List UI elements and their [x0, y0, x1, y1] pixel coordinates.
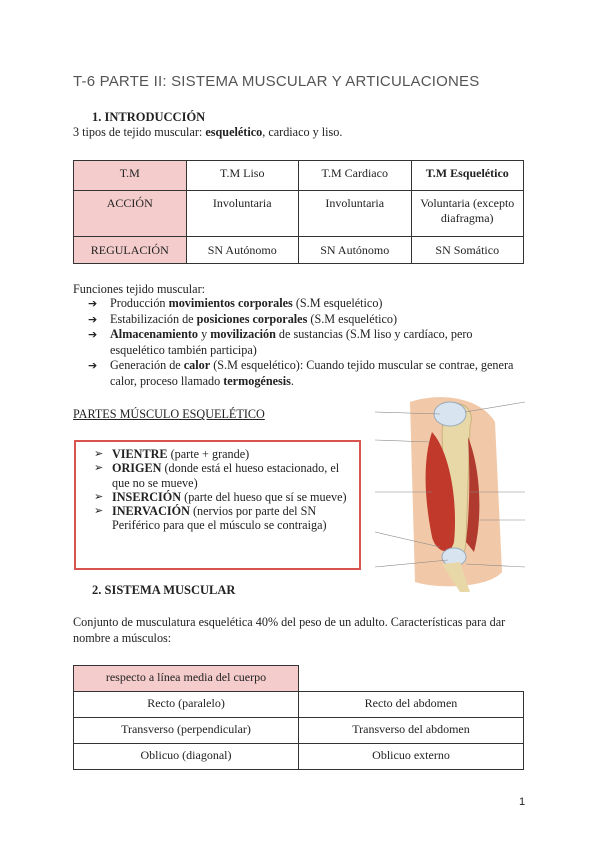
table-cell: Involuntaria [186, 191, 299, 237]
list-item: ➔ Producción movimientos corporales (S.M esquelético) [88, 296, 383, 310]
table-cell: Transverso (perpendicular) [74, 718, 299, 744]
naming-table [73, 665, 524, 770]
table-header: T.M Cardiaco [299, 161, 412, 191]
arrow-icon: ➔ [88, 312, 98, 326]
table-cell: SN Autónomo [299, 237, 412, 264]
page-number: 1 [519, 796, 526, 808]
table-cell: SN Autónomo [186, 237, 299, 264]
system-text: Conjunto de musculatura esquelética 40% del peso de un adulto. Características para dar nombre a músculos: [73, 615, 506, 645]
page-title: T-6 PARTE II: SISTEMA MUSCULAR Y ARTICULACIONES [73, 73, 480, 90]
table-cell: Oblicuo externo [299, 744, 524, 770]
list-item: ➔ Almacenamiento y movilización de sustancias (S.M liso y cardíaco, pero esquelético también participa) [88, 327, 473, 357]
list-item: ➢ INSERCIÓN (parte del hueso que sí se mueve) [94, 489, 347, 504]
parts-list [94, 447, 356, 533]
table-header: T.M [74, 161, 187, 191]
bullet-icon: ➢ [94, 489, 104, 503]
table-cell: ACCIÓN [74, 191, 187, 237]
system-heading: 2. SISTEMA MUSCULAR [92, 583, 236, 597]
table-cell: Oblicuo (diagonal) [74, 744, 299, 770]
arrow-icon: ➔ [88, 328, 98, 341]
bullet-icon: ➢ [94, 447, 104, 460]
table-cell: Voluntaria (excepto diafragma) [411, 191, 524, 237]
functions-heading: Funciones tejido muscular: [73, 282, 206, 296]
list-item: ➢ INERVACIÓN (nervios por parte del SN Periférico para que el músculo se contraiga) [94, 504, 327, 533]
table-header: respecto a línea media del cuerpo [74, 666, 299, 692]
table-header: T.M Liso [186, 161, 299, 191]
table-header: T.M Esquelético [411, 161, 524, 191]
functions-list [88, 296, 528, 389]
table-empty-cell [299, 666, 524, 692]
arm-muscle-illustration [370, 392, 530, 592]
table-cell: Recto del abdomen [299, 692, 524, 718]
table-cell: REGULACIÓN [74, 237, 187, 264]
table-cell: Involuntaria [299, 191, 412, 237]
muscle-types-table [73, 160, 524, 264]
table-cell: Transverso del abdomen [299, 718, 524, 744]
table-cell: SN Somático [411, 237, 524, 264]
list-item: ➢ VIENTRE (parte + grande) [94, 447, 250, 461]
arrow-icon: ➔ [88, 297, 98, 310]
bullet-icon: ➢ [94, 461, 104, 475]
intro-heading: 1. INTRODUCCIÓN [92, 110, 206, 124]
parts-heading: PARTES MÚSCULO ESQUELÉTICO [73, 407, 265, 421]
list-item: ➔ Generación de calor (S.M esquelético): Cuando tejido muscular se contrae, genera calor, proceso llamado termogénesis. [88, 358, 514, 388]
list-item: ➢ ORIGEN (donde está el hueso estacionado, el que no se mueve) [94, 461, 340, 490]
intro-text: 3 tipos de tejido muscular: esquelético, cardiaco y liso. [73, 125, 343, 139]
list-item: ➔ Estabilización de posiciones corporales (S.M esquelético) [88, 311, 398, 326]
bullet-icon: ➢ [94, 504, 104, 518]
table-cell: Recto (paralelo) [74, 692, 299, 718]
arrow-icon: ➔ [88, 359, 98, 372]
